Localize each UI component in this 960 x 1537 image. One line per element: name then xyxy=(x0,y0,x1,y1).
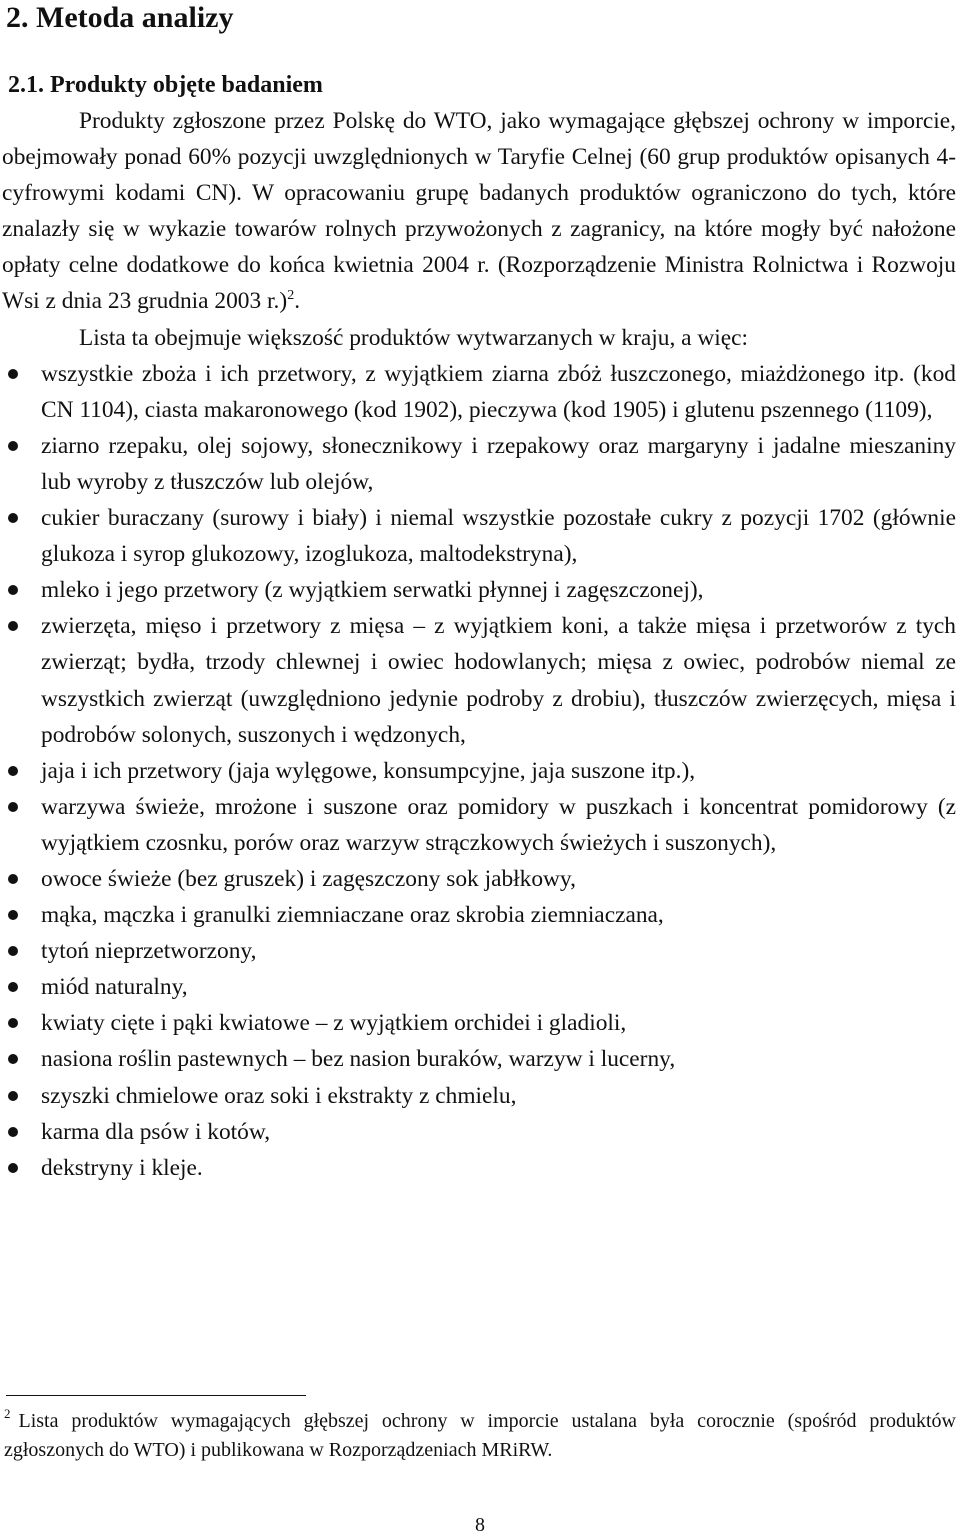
intro-paragraph xyxy=(2,103,956,320)
list-item: jaja i ich przetwory (jaja wylęgowe, konsumpcyjne, jaja suszone itp.), xyxy=(41,753,956,789)
page-number: 8 xyxy=(475,1514,485,1536)
list-item: wszystkie zboża i ich przetwory, z wyjątkiem ziarna zbóż łuszczonego, miażdżonego itp. (kod CN 1104), ciasta makaronowego (kod 1902), pieczywa (kod 1905) i glutenu pszennego (1109), xyxy=(41,356,956,428)
list-intro-paragraph: Lista ta obejmuje większość produktów wytwarzanych w kraju, a więc: xyxy=(79,324,749,351)
list-item: cukier buraczany (surowy i biały) i niemal wszystkie pozostałe cukry z pozycji 1702 (głównie glukoza i syrop glukozowy, izoglukoza, maltodekstryna), xyxy=(41,500,956,572)
intro-text: Produkty zgłoszone przez Polskę do WTO, jako wymagające głębszej ochrony w imporcie, obejmowały ponad 60% pozycji uwzględnionych w Taryfie Celnej (60 grup produktów opisanych 4-cyfrowymi kodami CN). W opracowaniu grupę badanych produktów ograniczono do tych, które znalazły się w wykazie towarów rolnych przywożonych z zagranicy, na które mogły być nałożone opłaty celne dodatkowe do końca kwietnia 2004 r. (Rozporządzenie Ministra Rolnictwa i Rozwoju Wsi z dnia 23 grudnia 2003 r.) xyxy=(2,108,956,315)
footnote-text: Lista produktów wymagających głębszej ochrony w imporcie ustalana była corocznie (spośród produktów zgłoszonych do WTO) i publikowana w Rozporządzeniach MRiRW. xyxy=(4,1410,956,1461)
list-item: tytoń nieprzetworzony, xyxy=(41,933,956,969)
section-heading: 2. Metoda analizy xyxy=(6,1,234,34)
footnote xyxy=(4,1407,956,1465)
list-item: dekstryny i kleje. xyxy=(41,1150,956,1186)
footnote-paragraph xyxy=(4,1407,956,1465)
list-item: zwierzęta, mięso i przetwory z mięsa – z wyjątkiem koni, a także mięsa i przetworów z tych zwierząt; bydła, trzody chlewnej i owiec hodowlanych; mięsa z owiec, podrobów niemal ze wszystkich zwierząt (uwzględniono jedynie podroby z drobiu), tłuszczów zwierzęcych, mięsa i podrobów solonych, suszonych i wędzonych, xyxy=(41,608,956,752)
list-item: kwiaty cięte i pąki kwiatowe – z wyjątkiem orchidei i gladioli, xyxy=(41,1005,956,1041)
list-item: mąka, mączka i granulki ziemniaczane oraz skrobia ziemniaczana, xyxy=(41,897,956,933)
list-item: ziarno rzepaku, olej sojowy, słonecznikowy i rzepakowy oraz margaryny i jadalne mieszaniny lub wyroby z tłuszczów lub olejów, xyxy=(41,428,956,500)
footnote-divider xyxy=(6,1395,306,1396)
list-item: mleko i jego przetwory (z wyjątkiem serwatki płynnej i zagęszczonej), xyxy=(41,572,956,608)
body-text xyxy=(2,103,956,1186)
list-item: warzywa świeże, mrożone i suszone oraz pomidory w puszkach i koncentrat pomidorowy (z wyjątkiem czosnku, porów oraz warzyw strączkowych świeżych i suszonych), xyxy=(41,789,956,861)
subsection-heading: 2.1. Produkty objęte badaniem xyxy=(8,72,323,98)
product-list xyxy=(2,356,956,1186)
list-item: karma dla psów i kotów, xyxy=(41,1114,956,1150)
footnote-reference[interactable]: 2 xyxy=(287,288,295,304)
list-item: szyszki chmielowe oraz soki i ekstrakty z chmielu, xyxy=(41,1078,956,1114)
list-item: owoce świeże (bez gruszek) i zagęszczony sok jabłkowy, xyxy=(41,861,956,897)
intro-end: . xyxy=(294,288,301,315)
footnote-number: 2 xyxy=(4,1406,11,1421)
list-item: nasiona roślin pastewnych – bez nasion buraków, warzyw i lucerny, xyxy=(41,1041,956,1077)
list-item: miód naturalny, xyxy=(41,969,956,1005)
